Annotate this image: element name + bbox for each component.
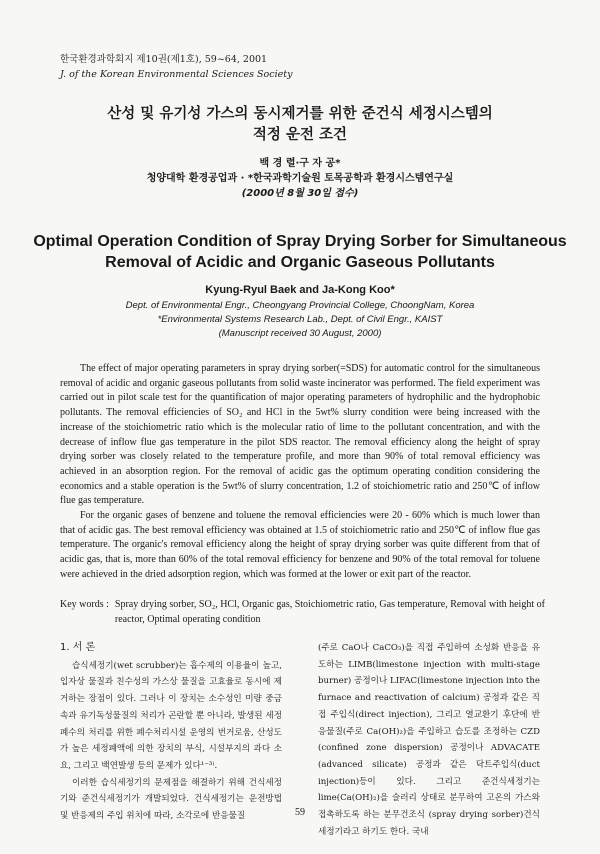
author-names-en: Kyung-Ryul Baek and Ja-Kong Koo* xyxy=(205,284,395,296)
author-names-kr: 백 경 렬·구 자 공* xyxy=(259,158,341,169)
title-english-line1: Optimal Operation Condition of Spray Drying Sorber for Simultaneous xyxy=(33,233,567,250)
page-number: 59 xyxy=(295,807,305,818)
title-korean-line1: 산성 및 유기성 가스의 동시제거를 위한 준건식 세정시스템의 xyxy=(107,106,493,122)
section-heading-introduction: 1. 서 론 xyxy=(60,642,96,653)
abstract-paragraph-1: The effect of major operating parameters in spray drying sorber(=SDS) for automatic control for the simultaneous removal of acidic and organic gaseous pollutants from solid waste incinerator was performed. The field experiment was carried out in pilot scale test for the quantification of major operating parameters of hydrophilic and the hydrophobic pollutants. The removal efficiencies of SO₂ and HCl in the 5wt% slurry condition were being increased with the increase of the stoichiometric ratio which is the molecular ratio of lime to the pollutant concentration, and with the decrease of inflow flue gas temperature in the pilot SDS reactor. The removal efficiency along the height of spray drying sorber was closely related to the temperature profile, and more than 90% of total removal efficiency was achieved in an absorption region. For the removal of acidic gas the optimum operating condition considering the economics and a stable operation is the 5wt% of slurry concentration, 1.2 of stoichiometric ratio and 250℃ of inflow flue gas temperature. xyxy=(60,363,540,507)
body-paragraph: (주로 CaO나 CaCO₃)을 직접 주입하여 소성화 반응을 유도하는 LIMB(limestone injection with multi-stage burner) 공정이나 LIFAC(limestone injection into the furnace and reactivation of calcium) 공정과 같은 직접 주입식(direct injection), 그리고 열교환기 후단에 반응물질(주로 Ca(OH)₂)을 주입하고 습도를 조정하는 CZD (confined zone dispersion) 공정이나 ADVACATE (advanced silicate) 공정과 같은 닥트주입식(duct injection)등이 있다. 그리고 준건식세정기는 lime(Ca(OH)₂)을 슬러리 상태로 분무하여 고온의 가스와 접촉하도록 하는 분무건조식 (spray drying sorber)건식세정기라고 하기도 한다. 국내 xyxy=(318,643,540,837)
keywords xyxy=(60,598,545,627)
keywords-label: Key words : xyxy=(60,599,109,610)
journal-name-en: J. of the Korean Environmental Sciences Society xyxy=(60,69,293,80)
received-date-en: (Manuscript received 30 August, 2000) xyxy=(218,328,382,339)
title-korean xyxy=(0,104,600,146)
body-paragraph: 이러한 습식세정기의 문제점을 해결하기 위해 건식세정기와 준건식세정기가 개발되었다. 건식세정기는 운전방법 및 반응제의 주입 위치에 따라, 소각로에 반응물질 xyxy=(60,777,282,822)
abstract xyxy=(60,362,540,583)
journal-header xyxy=(60,52,292,82)
authors-korean xyxy=(0,156,600,201)
affiliation-kr: 청양대학 환경공업과 · *한국과학기술원 토목공학과 환경시스템연구실 xyxy=(146,173,454,184)
keywords-text: Spray drying sorber, SO₂, HCl, Organic gas, Stoichiometric ratio, Gas temperature, Removal with height of reactor, Optimal operating condition xyxy=(114,599,545,625)
journal-citation-kr: 한국환경과학회지 제10권(제1호), 59~64, 2001 xyxy=(60,54,268,65)
abstract-paragraph-2: For the organic gases of benzene and toluene the removal efficiencies were 20 - 60% which is much lower than that of acidic gas. The best removal efficiency was obtained at 1.5 of stoichiometric ratio and 250℃ of inflow flue gas temperature. The organic's removal efficiency along the height of spray drying sorber was quite different from that of acidic gas, that is, more than 60% of the total removal efficiency for benzene and 90% of the total removal for toluene were achieved in the dried adsorption region, which was formed at the lower or exit part of the reactor. xyxy=(60,510,540,580)
title-english-line2: Removal of Acidic and Organic Gaseous Pollutants xyxy=(105,254,495,271)
authors-english xyxy=(0,283,600,341)
body-column-left xyxy=(60,640,282,825)
title-korean-line2: 적정 운전 조건 xyxy=(252,127,348,143)
title-english xyxy=(0,231,600,273)
affiliation-en-2: *Environmental Systems Research Lab., Dept. of Civil Engr., KAIST xyxy=(157,314,443,325)
received-date-kr: (2000년 8월 30일 접수) xyxy=(241,188,359,199)
body-paragraph: 습식세정기(wet scrubber)는 흡수제의 이용율이 높고, 입자상 물질과 친수성의 가스상 물질을 고효율로 동시에 제거하는 장점이 있다. 그러나 이 장치는 소수성인 미량 중금속과 유기독성물질의 처리가 곤란할 뿐 아니라, 발생된 세정폐수의 처리를 위한 폐수처리시설 운영의 번거로움, 산성도가 높은 세정폐액에 의한 장치의 부식, 시설부지의 과다 소요, 그리고 백연발생 등의 문제가 있다¹⁻³⁾. xyxy=(60,660,282,771)
affiliation-en-1: Dept. of Environmental Engr., Cheongyang Provincial College, ChoongNam, Korea xyxy=(125,300,475,311)
